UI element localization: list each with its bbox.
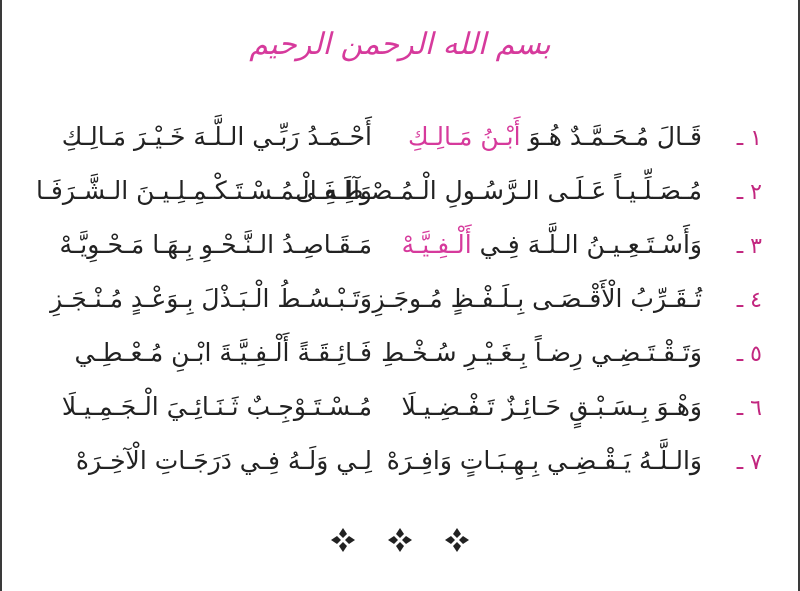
verse-first-hemistich: وَهْـوَ بِـسَـبْـقٍ حَـائِـزٌ تَـفْـضِـيـلَا xyxy=(401,392,702,421)
verse-number: ٥ ـ xyxy=(736,342,762,367)
verse-second-hemistich: وَآلِـهِ الْـمُـسْـتَـكْـمِـلِـيـنَ الـشَّـرَفَـا xyxy=(35,176,372,205)
poem-verses xyxy=(35,118,762,496)
verse-second-hemistich: مَـقَـاصِـدُ الـنَّـحْـوِ بِـهَـا مَـحْـوِيَّـهْ xyxy=(59,230,372,259)
verse-line xyxy=(40,334,762,388)
verse-line xyxy=(35,172,762,226)
verse-number: ٧ ـ xyxy=(736,450,762,475)
verse-line xyxy=(40,226,762,280)
verse-line xyxy=(40,388,762,442)
highlighted-phrase: أَبْـنُ مَـالِـكِ xyxy=(408,122,521,151)
verse-second-hemistich: فَـائِـقَـةً أَلْـفِـيَّـةَ ابْـنِ مُـعْـطِـي xyxy=(74,338,372,367)
verse-first-hemistich: وَالـلَّـهُ يَـقْـضِـي بِـهِـبَـاتٍ وَافِـرَهْ xyxy=(386,446,702,475)
verse-line xyxy=(40,280,762,334)
verse-second-hemistich: مُـسْـتَـوْجِـبٌ ثَـنَـائِـيَ الْـجَـمِـيـلَا xyxy=(61,392,372,421)
verse-first-hemistich: وَتَـقْـتَـضِـي رِضـاً بِـغَـيْـرِ سُـخْـطِ xyxy=(381,338,702,367)
verse-line xyxy=(40,118,762,172)
verse-number: ٣ ـ xyxy=(736,234,762,259)
verse-first-hemistich: تُـقَـرِّبُ الْأَقْـصَـى بِـلَـفْـظٍ مُـوجَـزِ xyxy=(372,284,702,313)
verse-number: ١ ـ xyxy=(736,126,762,151)
verse-first-hemistich: مُـصَـلِّـيـاً عَـلَـى الـرَّسُـولِ الْـمُـصْـطَـفَـى xyxy=(295,176,702,205)
hemistich-text: قَـالَ مُـحَـمَّـدٌ هُـوَ xyxy=(520,122,702,151)
verse-second-hemistich: وَتَـبْـسُـطُ الْـبَـذْلَ بِـوَعْـدٍ مُـنْـجَـزِ xyxy=(50,284,372,313)
verse-number: ٢ ـ xyxy=(736,180,762,205)
diamond-fleuron-icon xyxy=(387,527,413,553)
verse-number: ٤ ـ xyxy=(736,288,762,313)
verse-line xyxy=(40,442,762,496)
verse-number: ٦ ـ xyxy=(736,396,762,421)
verse-first-hemistich xyxy=(402,122,702,151)
verse-second-hemistich: أَحْـمَـدُ رَبِّـي الـلَّـهَ خَـيْـرَ مَـالِـكِ xyxy=(61,122,372,151)
diamond-fleuron-icon xyxy=(330,527,356,553)
verse-second-hemistich: لِـي وَلَـهُ فِـي دَرَجَـاتِ الْآخِـرَهْ xyxy=(75,446,372,475)
hemistich-text: وَأَسْـتَـعِـيـنُ الـلَّـهَ فِـي xyxy=(471,230,702,259)
basmala-calligraphy: بسم الله الرحمن الرحيم xyxy=(249,26,551,62)
highlighted-phrase: أَلْـفِـيَّـهْ xyxy=(401,230,472,259)
diamond-fleuron-icon xyxy=(444,527,470,553)
page-border-left xyxy=(0,0,2,591)
section-ornaments xyxy=(330,522,470,558)
verse-first-hemistich xyxy=(402,230,702,259)
